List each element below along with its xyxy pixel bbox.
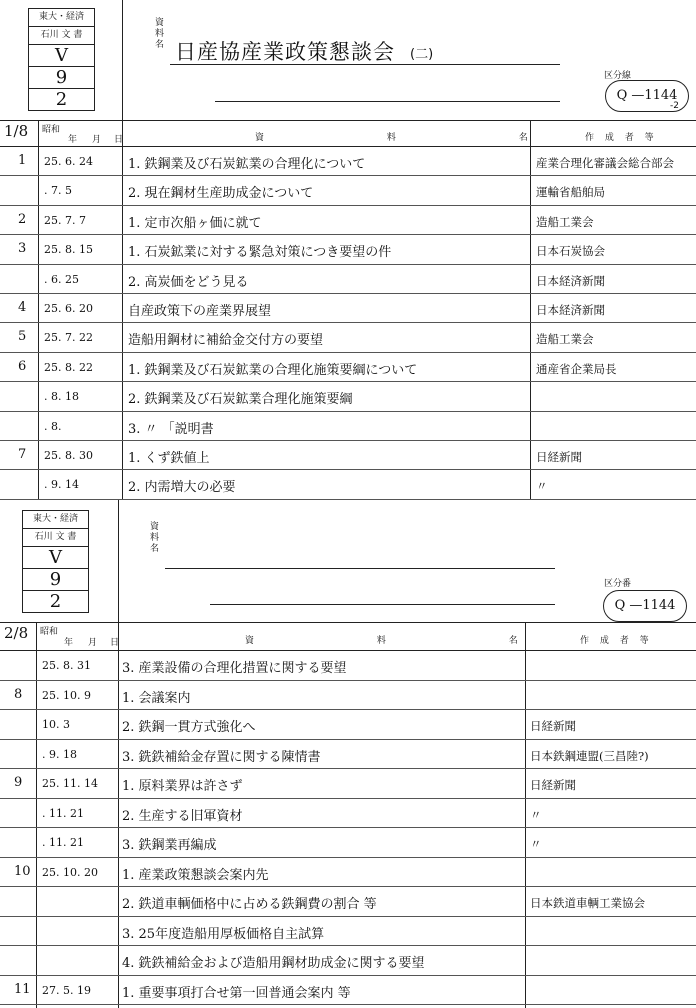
row-date: 25. 6. 24 [44,155,93,168]
row-title: 3. 鉄鋼業再編成 [122,838,217,853]
row-title: 自産政策下の産業界展望 [128,304,272,319]
row-author: 日経新聞 [536,450,582,464]
row-author: 日本経済新聞 [536,303,605,317]
stamp-v1: V [29,45,94,67]
row-date: 25. 8. 30 [44,449,93,462]
page-number: 2/8 [4,624,29,642]
row-author: 運輸省船舶局 [536,185,605,200]
stamp-v2: 9 [29,67,94,89]
class-label: 区分線 [604,71,632,81]
row-title: 1. 原料業界は許さず [122,779,243,794]
row-author: 日本鉄道車輌工業協会 [530,896,645,910]
row-author: 〃 [530,837,542,851]
row-author: 通産省企業局長 [536,361,617,376]
row-number: 9 [14,775,23,790]
row-number: 6 [18,358,27,374]
row-date: . 9. 18 [42,747,77,761]
header-month: 月 [92,135,102,145]
stamp-org: 東大・経済 [23,511,88,529]
header-name: 資 料 名 [245,636,578,646]
row-title: 1. 定市次船ヶ価に就て [128,215,262,231]
stamp-v1: V [23,547,88,569]
row-title: 2. 鉄鋼一貫方式強化へ [122,720,256,735]
stamp-v3: 2 [49,591,62,612]
row-date: 27. 5. 19 [42,983,91,997]
row-title: 4. 銑鉄補給金および造船用鋼材助成金に関する要望 [122,956,425,971]
row-number: 11 [14,981,31,997]
row-author: 日本経済新聞 [536,273,605,288]
class-code-text: Q —1144 [614,598,676,613]
row-date: . 7. 5 [44,184,72,198]
row-date: 25. 7. 22 [44,331,93,345]
row-author: 日本石炭協会 [536,244,605,259]
header-name: 資 料 名 [255,133,588,143]
title-label: 資 料 名 [155,18,165,50]
row-title: 3. 25年度造船用厚板価格自主試算 [122,926,325,942]
header-year: 年 [64,638,74,648]
row-title: 2. 内需増大の必要 [128,480,236,496]
row-title: 1. 石炭鉱業に対する緊急対策につき要望の件 [128,245,392,261]
row-author: 日経新聞 [530,778,576,792]
row-title: 2. 生産する旧軍資材 [122,808,243,824]
row-number: 5 [18,329,27,345]
row-number: 7 [18,447,27,462]
row-title: 2. 現在鋼材生産助成金について [128,186,314,202]
stamp-v3: 2 [55,89,68,110]
stamp-collection: 石川 文 書 [23,529,88,547]
header-month: 月 [88,638,98,648]
row-date: 25. 8. 22 [44,360,93,374]
header-era: 昭和 [42,125,61,135]
row-date: 25. 6. 20 [44,302,93,315]
row-title: 3. 産業設備の合理化措置に関する要望 [122,661,347,676]
row-author: 造船工業会 [536,332,594,347]
row-date: 25. 8. 31 [42,659,91,672]
row-number: 8 [14,686,23,702]
header-author: 作 成 者 等 [585,133,658,143]
row-title: 3. 銑鉄補給金存置に関する陳情書 [122,749,321,765]
row-number: 2 [18,211,27,227]
row-date: 25. 10. 20 [42,865,98,879]
header-author: 作 成 者 等 [580,636,653,646]
header-era: 昭和 [40,627,59,637]
class-code-text: Q —1144 [616,88,678,103]
row-date: . 8. [44,419,62,433]
row-author: 日経新聞 [530,719,576,733]
stamp-org: 東大・経済 [29,9,94,27]
row-title: 1. くず鉄値上 [128,451,210,466]
row-title: 1. 鉄鋼業及び石炭鉱業の合理化施策要綱について [128,362,418,378]
row-number: 10 [14,863,31,879]
row-date: . 9. 14 [44,478,79,492]
row-title: 造船用鋼材に補給金交付方の要望 [128,333,324,349]
header-day: 日 [114,135,124,145]
row-author: 造船工業会 [536,214,594,229]
row-date: 25. 10. 9 [42,688,91,702]
row-number: 4 [18,300,27,315]
row-title: 2. 高炭価をどう見る [128,274,249,290]
row-date: . 11. 21 [42,806,84,820]
header-day: 日 [110,638,120,648]
stamp-v2: 9 [23,569,88,591]
row-title: 3. 〃 「説明書 [128,421,214,437]
row-date: 25. 7. 7 [44,213,86,227]
document-title: 日産協産業政策懇談会 [175,40,395,64]
row-number: 1 [18,153,27,168]
row-date: . 8. 18 [44,390,79,404]
row-date: 10. 3 [42,718,70,731]
row-date: . 6. 25 [44,272,79,286]
class-sub: -2 [670,101,679,111]
row-title: 2. 鉄道車輌価格中に占める鉄鋼費の割合 等 [122,897,377,912]
page-number: 1/8 [4,122,29,140]
row-title: 1. 会議案内 [122,690,191,706]
row-author: 〃 [530,807,542,822]
row-title: 2. 鉄鋼業及び石炭鉱業合理化施策要綱 [128,392,353,408]
row-date: . 11. 21 [42,836,84,849]
row-date: 25. 8. 15 [44,243,93,257]
archive-stamp [28,8,95,111]
row-title: 1. 産業政策懇談会案内先 [122,867,269,883]
row-author: 〃 [536,479,548,494]
row-date: 25. 11. 14 [42,777,98,790]
row-number: 3 [18,241,27,257]
row-author: 日本鉄鋼連盟(三昌陸?) [530,748,649,763]
archive-stamp [22,510,89,613]
class-code [603,590,687,622]
row-title: 1. 鉄鋼業及び石炭鉱業の合理化について [128,157,366,172]
row-title: 1. 重要事項打合せ第一回普通会案内 等 [122,985,351,1001]
stamp-collection: 石川 文 書 [29,27,94,45]
header-year: 年 [68,135,78,145]
row-author: 産業合理化審議会総合部会 [536,156,674,170]
title-note: (二) [410,47,434,62]
class-label: 区分番 [604,579,632,589]
title-label: 資 料 名 [150,522,160,554]
